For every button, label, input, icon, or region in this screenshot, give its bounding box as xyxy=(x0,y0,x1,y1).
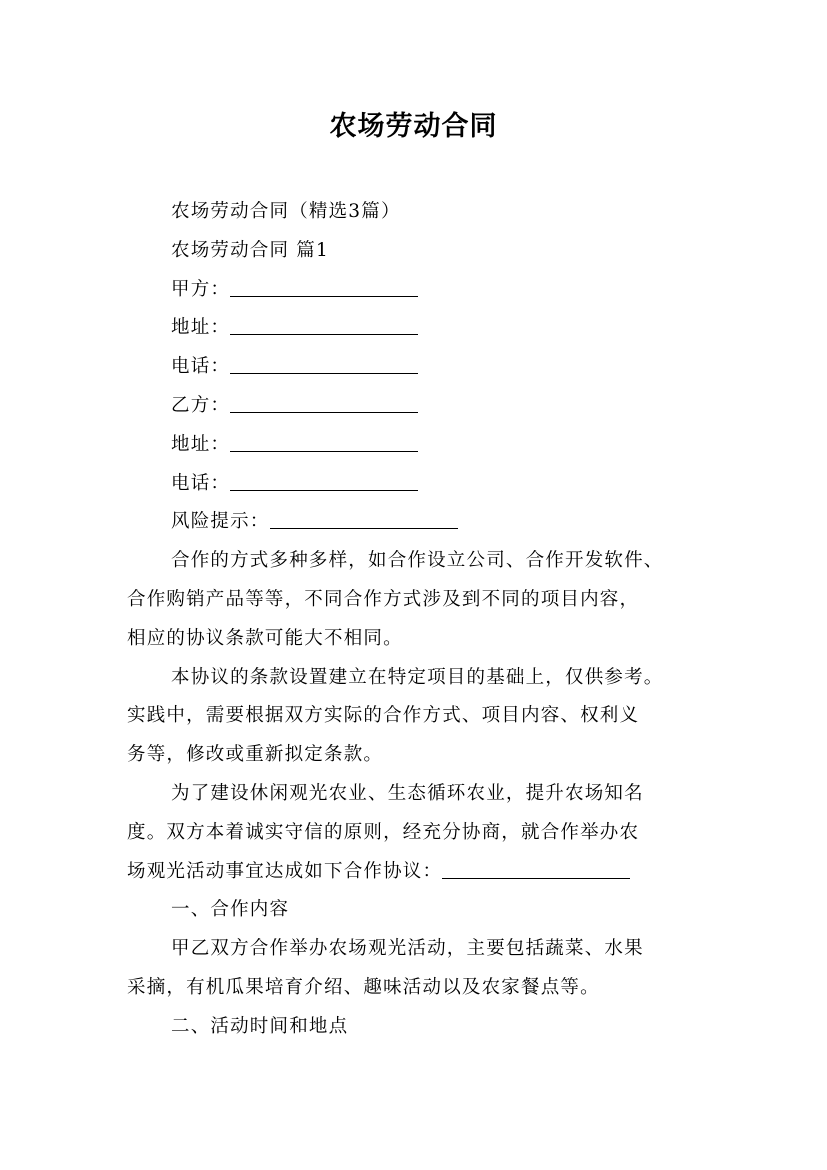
clause-1-line: 甲乙双方合作举办农场观光活动，主要包括蔬菜、水果 xyxy=(171,938,644,960)
party-b-name-row xyxy=(127,387,712,426)
party-a-phone-label: 电话： xyxy=(171,356,231,378)
paragraph-line: 相应的协议条款可能大不相同。 xyxy=(127,627,403,649)
clause-1-heading: 一、合作内容 xyxy=(171,899,290,921)
paragraph-2 xyxy=(127,659,712,775)
party-a-phone-blank xyxy=(230,353,418,374)
paragraph-line: 务等，修改或重新拟定条款。 xyxy=(127,744,384,766)
document-title: 农场劳动合同 xyxy=(329,111,498,142)
paragraph-line: 场观光活动事宜达成如下合作协议： xyxy=(127,860,443,882)
party-b-phone-row xyxy=(127,465,712,504)
paragraph-line: 本协议的条款设置建立在特定项目的基础上，仅供参考。 xyxy=(171,666,664,688)
document-body xyxy=(127,193,712,1047)
agreement-blank xyxy=(442,858,630,879)
section-heading: 农场劳动合同 篇1 xyxy=(171,239,329,261)
party-a-name-row xyxy=(127,271,712,310)
party-a-name-label: 甲方： xyxy=(171,278,231,300)
paragraph-3 xyxy=(127,775,712,891)
party-a-address-label: 地址： xyxy=(171,317,231,339)
party-b-address-blank xyxy=(230,431,418,452)
party-b-phone-label: 电话： xyxy=(171,472,231,494)
party-b-name-blank xyxy=(230,392,418,413)
paragraph-1 xyxy=(127,542,712,658)
risk-label: 风险提示： xyxy=(171,511,270,533)
risk-blank xyxy=(270,508,458,529)
paragraph-line: 为了建设休闲观光农业、生态循环农业，提升农场知名 xyxy=(171,782,644,804)
party-b-address-row xyxy=(127,426,712,465)
party-a-phone-row xyxy=(127,348,712,387)
document-subtitle: 农场劳动合同（精选3篇） xyxy=(171,201,401,222)
paragraph-line: 度。双方本着诚实守信的原则，经充分协商，就合作举办农 xyxy=(127,821,640,843)
party-a-address-row xyxy=(127,309,712,348)
paragraph-line: 合作的方式多种多样，如合作设立公司、合作开发软件、 xyxy=(171,550,664,572)
party-b-name-label: 乙方： xyxy=(171,394,231,416)
paragraph-line: 实践中，需要根据双方实际的合作方式、项目内容、权利义 xyxy=(127,705,640,727)
party-b-address-label: 地址： xyxy=(171,433,231,455)
risk-row xyxy=(127,503,712,542)
party-b-phone-blank xyxy=(230,470,418,491)
party-a-address-blank xyxy=(230,314,418,335)
paragraph-line: 合作购销产品等等，不同合作方式涉及到不同的项目内容， xyxy=(127,588,640,610)
paragraph-last-line-row xyxy=(127,853,712,892)
party-a-name-blank xyxy=(230,276,418,297)
clause-2-heading: 二、活动时间和地点 xyxy=(171,1015,349,1037)
clause-1-line: 采摘，有机瓜果培育介绍、趣味活动以及农家餐点等。 xyxy=(127,976,600,998)
